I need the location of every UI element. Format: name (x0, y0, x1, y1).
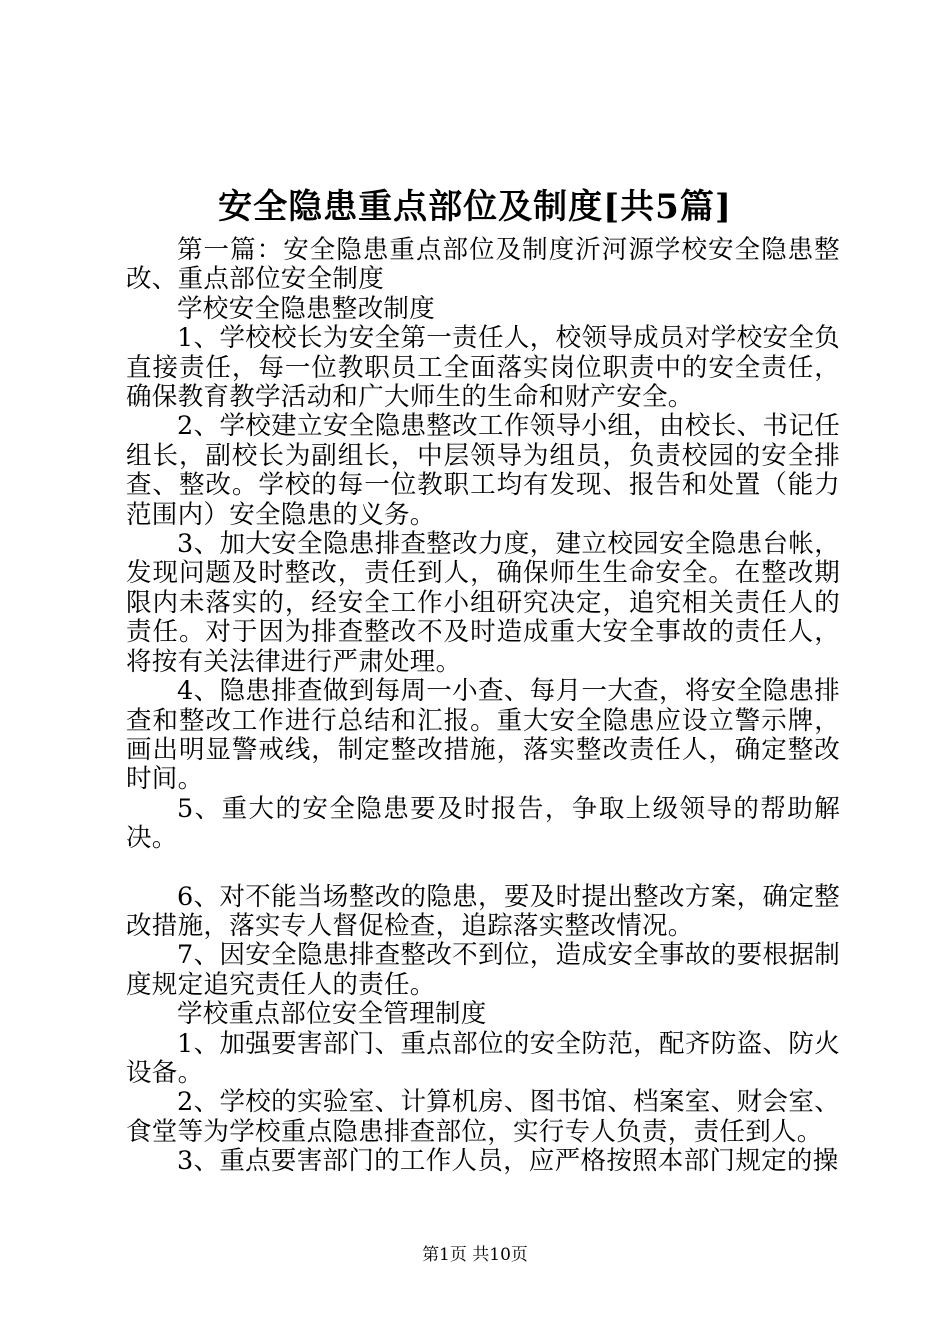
document-body (126, 236, 840, 1177)
paragraph-item: 1、加强要害部门、重点部位的安全防范，配齐防盗、防火设备。 (126, 1028, 840, 1088)
section-heading-rectification: 学校安全隐患整改制度 (177, 293, 436, 324)
paragraph-item: 2、学校建立安全隐患整改工作领导小组，由校长、书记任组长，副校长为副组长，中层领导为组员，负责校园的安全排查、整改。学校的每一位教职工均有发现、报告和处置（能力范围内）安全隐患的义务。 (126, 411, 840, 530)
paragraph-item: 3、加大安全隐患排查整改力度，建立校园安全隐患台帐，发现问题及时整改，责任到人，确保师生生命安全。在整改期限内未落实的，经安全工作小组研究决定，追究相关责任人的责任。对于因为排查整改不及时造成重大安全事故的责任人，将按有关法律进行严肃处理。 (126, 529, 840, 677)
page-footer: 第1页 共10页 (422, 1245, 528, 1265)
paragraph-intro: 第一篇：安全隐患重点部位及制度沂河源学校安全隐患整改、重点部位安全制度 (126, 235, 840, 295)
paragraph-item: 6、对不能当场整改的隐患，要及时提出整改方案，确定整改措施，落实专人督促检查，追踪落实整改情况。 (126, 881, 840, 941)
paragraph-item: 5、重大的安全隐患要及时报告，争取上级领导的帮助解决。 (126, 793, 840, 854)
section-heading-key-areas: 学校重点部位安全管理制度 (177, 999, 487, 1030)
paragraph-item: 3、重点要害部门的工作人员，应严格按照本部门规定的操 (177, 1146, 839, 1177)
paragraph-item: 1、学校校长为安全第一责任人，校领导成员对学校安全负直接责任，每一位教职员工全面落实岗位职责中的安全责任，确保教育教学活动和广大师生的生命和财产安全。 (126, 323, 840, 413)
paragraph-item: 2、学校的实验室、计算机房、图书馆、档案室、财会室、食堂等为学校重点隐患排查部位，实行专人负责，责任到人。 (126, 1087, 840, 1147)
paragraph-item: 7、因安全隐患排查整改不到位，造成安全事故的要根据制度规定追究责任人的责任。 (126, 940, 840, 1000)
document-title: 安全隐患重点部位及制度[共5篇] (218, 187, 732, 227)
paragraph-item: 4、隐患排查做到每周一小查、每月一大查，将安全隐患排查和整改工作进行总结和汇报。重大安全隐患应设立警示牌，画出明显警戒线，制定整改措施，落实整改责任人，确定整改时间。 (126, 676, 840, 795)
